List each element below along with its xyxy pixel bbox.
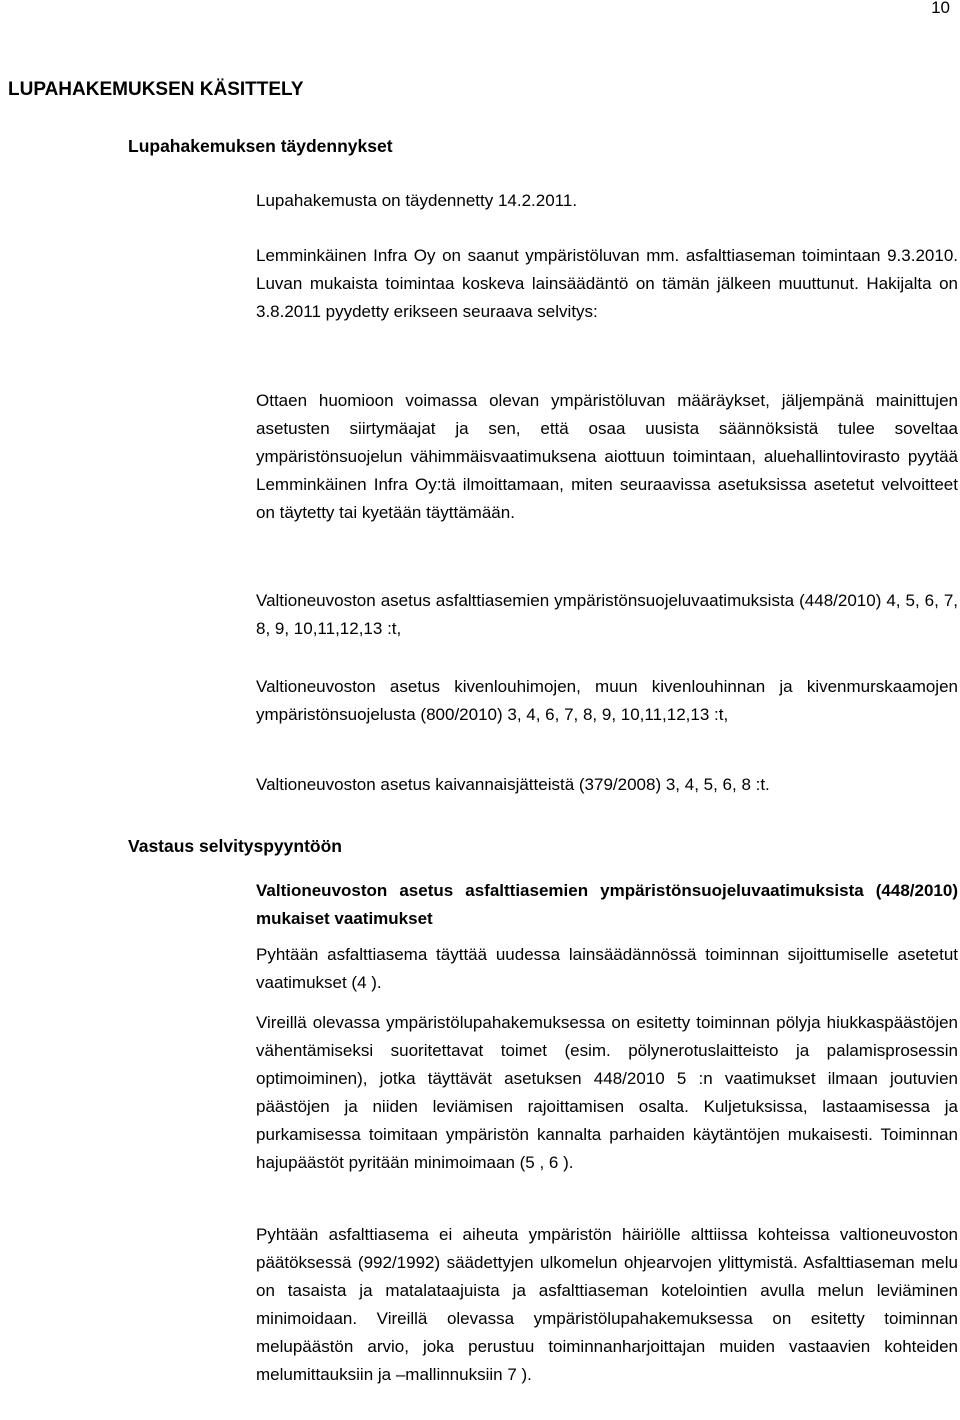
page-number: 10 (931, 0, 950, 17)
paragraph-noise: Pyhtään asfalttiasema ei aiheuta ympäristön häiriölle alttiissa kohteissa valtioneuvoston päätöksessä (992/1992) säädettyjen ulkomelun ohjearvojen ylittymistä. Asfalttiaseman melu on tasaista ja matalataajuista ja asfalttiaseman kotelointien avulla melun leviäminen minimoidaan. Vireillä olevassa ympäristölupahakemuksessa on esitetty toiminnan melupäästön arvio, joka perustuu toiminnanharjoittajan muiden vastaavien kohteiden melumittauksiin ja –mallinnuksiin 7 ). (256, 1225, 958, 1384)
paragraph-supplemented-date: Lupahakemusta on täydennetty 14.2.2011. (256, 191, 578, 210)
response-heading: Valtioneuvoston asetus asfalttiasemien ympäristönsuojeluvaatimuksista (448/2010) mukaiset vaatimukset (256, 881, 958, 928)
paragraph-request-text: Ottaen huomioon voimassa olevan ympäristöluvan määräykset, jäljempänä mainittujen asetusten siirtymäajat ja sen, että osaa uusista säännöksistä tulee soveltaa ympäristönsuojelun vähimmäisvaatimuksena aiottuun toimintaan, aluehallintovirasto pyytää Lemminkäinen Infra Oy:tä ilmoittamaan, miten seuraavissa asetuksissa asetetut velvoitteet on täytetty tai kyetään täyttämään. (256, 391, 958, 522)
supplements-body (256, 187, 958, 807)
subsection-title-supplements: Lupahakemuksen täydennykset (128, 136, 393, 156)
paragraph-permit-background: Lemminkäinen Infra Oy on saanut ympäristöluvan mm. asfalttiaseman toimintaan 9.3.2010. Luvan mukaista toimintaa koskeva lainsäädäntö on tämän jälkeen muuttunut. Hakijalta on 3.8.2011 pyydetty erikseen seuraava selvitys: (256, 246, 958, 321)
paragraph-decree-800: Valtioneuvoston asetus kivenlouhimojen, muun kivenlouhinnan ja kivenmurskaamojen ympäristönsuojelusta (800/2010) 3, 4, 6, 7, 8, 9, 10,11,12,13 :t, (256, 677, 958, 724)
paragraph-decree-379: Valtioneuvoston asetus kaivannaisjätteistä (379/2008) 3, 4, 5, 6, 8 :t. (256, 775, 770, 794)
subsection-title-response: Vastaus selvityspyyntöön (128, 836, 342, 856)
response-body (256, 877, 958, 1417)
paragraph-location-requirements: Pyhtään asfalttiasema täyttää uudessa lainsäädännössä toiminnan sijoittumiselle asetetut vaatimukset (4 ). (256, 945, 958, 992)
paragraph-dust-emissions: Vireillä olevassa ympäristölupahakemuksessa on esitetty toiminnan pölyja hiukkaspäästöjen vähentämiseksi suoritettavat toimet (esim. pölynerotuslaitteisto ja palamisprosessin optimoiminen), jotka täyttävät asetuksen 448/2010 5 :n vaatimukset ilmaan joutuvien päästöjen ja niiden leviämisen rajoittamisen osalta. Kuljetuksissa, lastaamisessa ja purkamisessa toimitaan ympäristön kannalta parhaiden käytäntöjen mukaisesti. Toiminnan hajupäästöt pyritään minimoimaan (5 , 6 ). (256, 1013, 958, 1172)
section-title: LUPAHAKEMUKSEN KÄSITTELY (8, 79, 304, 100)
paragraph-decree-448: Valtioneuvoston asetus asfalttiasemien ympäristönsuojeluvaatimuksista (448/2010) 4, 5, 6, 7, 8, 9, 10,11,12,13 :t, (256, 591, 958, 638)
